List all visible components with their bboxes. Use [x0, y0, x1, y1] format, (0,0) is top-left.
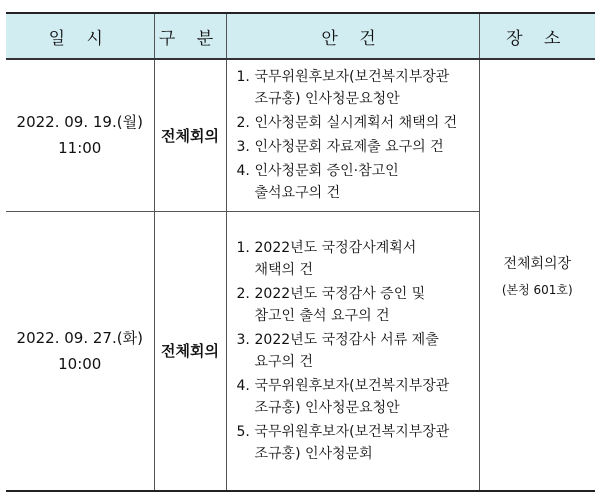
agenda-item: 2. 인사청문회 실시계획서 채택의 건 [236, 115, 458, 132]
agenda-item: 4. 인사청문회 증인·참고인 출석요구의 건 [236, 163, 399, 202]
time-text: 10:00 [58, 354, 102, 373]
header-type: 구 분 [154, 13, 226, 59]
schedule-table [6, 12, 595, 492]
agenda-item: 5. 국무위원후보자(보건복지부장관 조규홍) 인사청문회 [236, 423, 450, 462]
place-name: 전체회의장 [503, 255, 572, 272]
date-text: 2022. 09. 19.(월) [16, 113, 143, 132]
agenda-item: 1. 2022년도 국정감사계획서 채택의 건 [236, 239, 417, 278]
table-row [6, 59, 595, 211]
header-date: 일 시 [6, 13, 154, 59]
header-place: 장 소 [479, 13, 595, 59]
place-cell [479, 59, 595, 491]
date-cell [6, 211, 154, 491]
agenda-item: 1. 국무위원후보자(보건복지부장관 조규홍) 인사청문요청안 [236, 69, 450, 108]
date-text: 2022. 09. 27.(화) [16, 328, 143, 347]
agenda-item: 4. 국무위원후보자(보건복지부장관 조규홍) 인사청문요청안 [236, 377, 450, 416]
type-cell: 전체회의 [154, 59, 226, 211]
agenda-item: 3. 2022년도 국정감사 서류 제출 요구의 건 [236, 331, 439, 370]
type-cell: 전체회의 [154, 211, 226, 491]
agenda-item: 3. 인사청문회 자료제출 요구의 건 [236, 139, 444, 156]
agenda-item: 2. 2022년도 국정감사 증인 및 참고인 출석 요구의 건 [236, 285, 426, 324]
header-agenda: 안 건 [226, 13, 479, 59]
time-text: 11:00 [58, 139, 102, 158]
header-row [6, 13, 595, 59]
place-room: (본청 601호) [501, 282, 573, 297]
agenda-cell [226, 211, 479, 491]
date-cell [6, 59, 154, 211]
agenda-cell [226, 59, 479, 211]
